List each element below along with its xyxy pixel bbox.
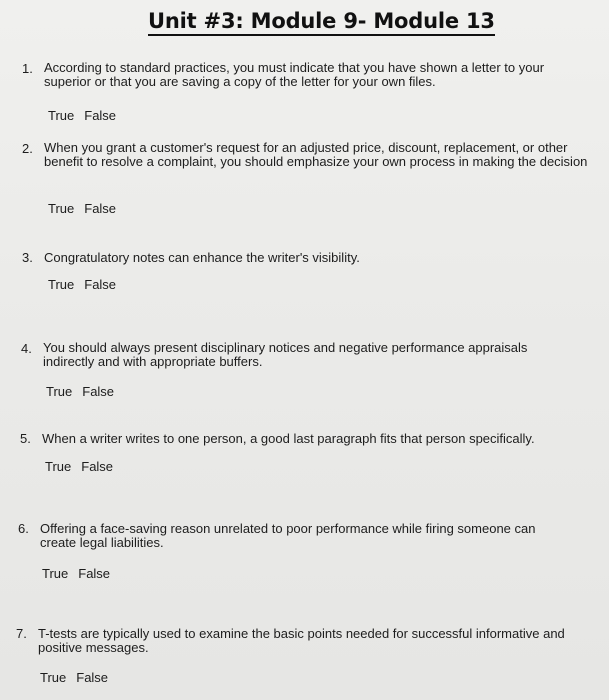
true-option[interactable]: True [48, 108, 75, 123]
false-option[interactable]: False [82, 384, 115, 399]
answer-options [46, 384, 114, 399]
question-text: Congratulatory notes can enhance the writer's visibility. [44, 250, 360, 265]
false-option[interactable]: False [76, 670, 109, 685]
answer-options [45, 459, 113, 474]
question-text: T-tests are typically used to examine the basic points needed for successful informative and positive messages. [38, 626, 565, 655]
answer-options [40, 670, 108, 685]
question-number: 7. [16, 626, 27, 641]
false-option[interactable]: False [81, 459, 114, 474]
answer-options [42, 566, 110, 581]
question-number: 4. [21, 341, 32, 356]
true-option[interactable]: True [40, 670, 67, 685]
question-number: 1. [22, 61, 33, 76]
question-number: 2. [22, 141, 33, 156]
true-option[interactable]: True [42, 566, 69, 581]
true-option[interactable]: True [46, 384, 73, 399]
question-text: When a writer writes to one person, a good last paragraph fits that person specifically. [42, 431, 535, 446]
true-option[interactable]: True [45, 459, 72, 474]
page-title: Unit #3: Module 9- Module 13 [148, 8, 495, 36]
false-option[interactable]: False [84, 108, 117, 123]
false-option[interactable]: False [84, 201, 117, 216]
question-text: When you grant a customer's request for an adjusted price, discount, replacement, or other benefit to resolve a complaint, you should emphasize your own process in making the decision [44, 140, 588, 169]
question-number: 6. [18, 521, 29, 536]
answer-options [48, 277, 116, 292]
question-text: You should always present disciplinary notices and negative performance appraisals indirectly and with appropriate buffers. [43, 340, 528, 369]
true-option[interactable]: True [48, 277, 75, 292]
question-text: According to standard practices, you must indicate that you have shown a letter to your superior or that you are saving a copy of the letter for your own files. [44, 60, 545, 89]
question-number: 5. [20, 431, 31, 446]
question-number: 3. [22, 250, 33, 265]
answer-options [48, 108, 116, 123]
false-option[interactable]: False [78, 566, 111, 581]
answer-options [48, 201, 116, 216]
true-option[interactable]: True [48, 201, 75, 216]
false-option[interactable]: False [84, 277, 117, 292]
question-text: Offering a face-saving reason unrelated to poor performance while firing someone can create legal liabilities. [40, 521, 536, 550]
